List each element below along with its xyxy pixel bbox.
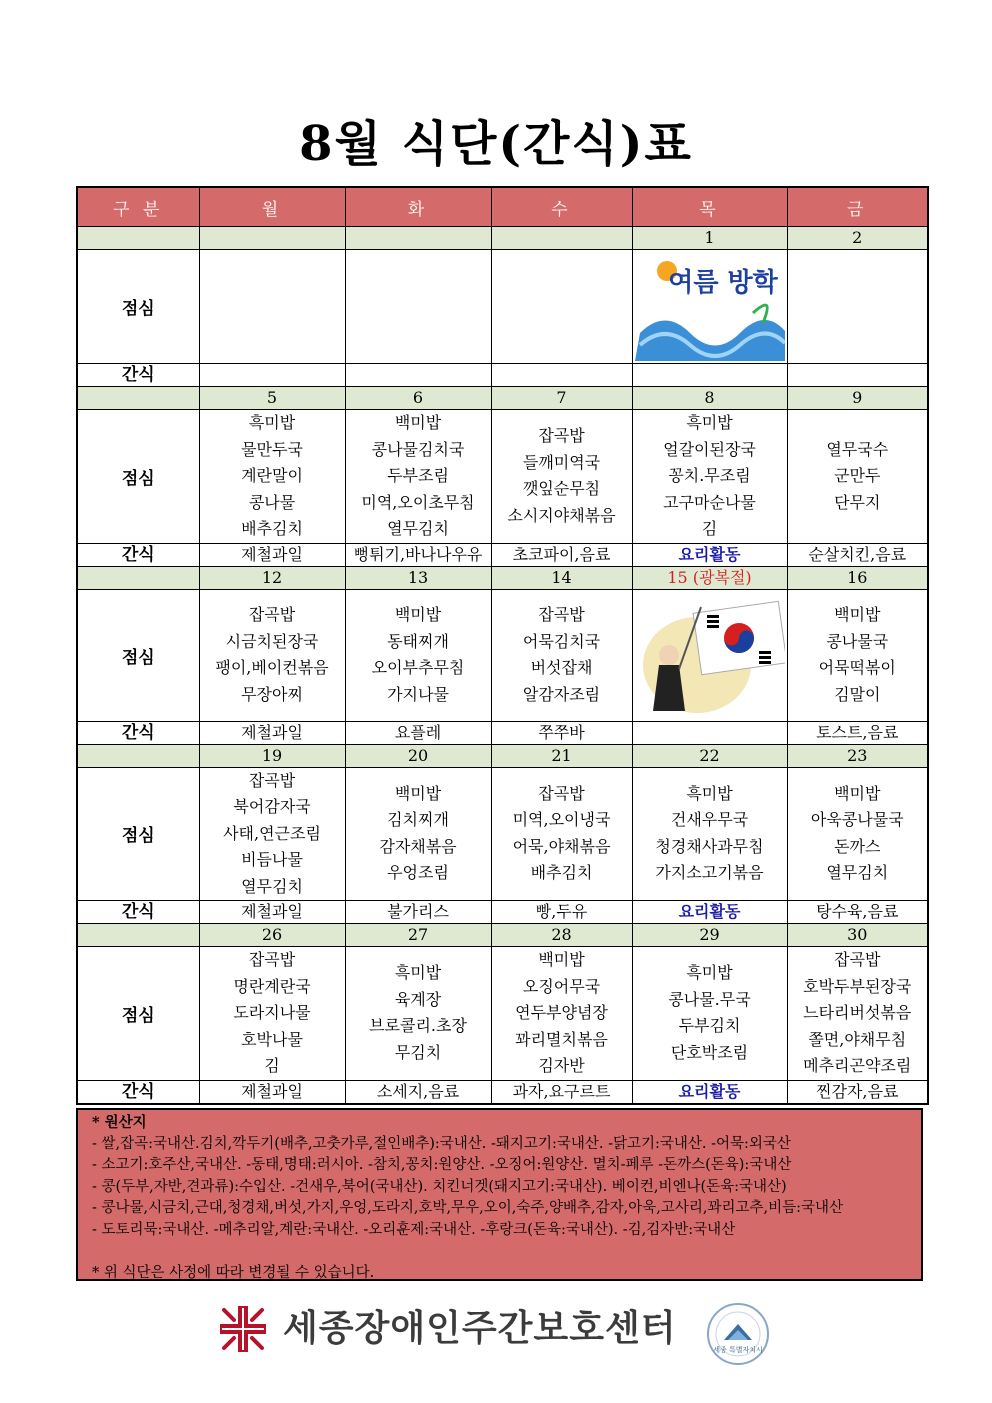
menu-item: 시금치된장국	[225, 631, 319, 651]
snack-cell-wed	[491, 364, 632, 387]
snack-label: 간식	[77, 364, 199, 387]
snack-cell-tue: 요플레	[345, 721, 491, 744]
lunch-cell-wed	[491, 947, 632, 1081]
date-thu: 29	[632, 924, 787, 947]
notes-line: - 도토리묵:국내산. -메추리알,계란:국내산. -오리훈제:국내산. -후랑크(돈육:국내산). -김,김자반:국내산	[92, 1221, 736, 1238]
date-mon	[199, 227, 345, 250]
lunch-cell-fri	[787, 589, 928, 721]
menu-item: 백미밥	[394, 413, 442, 432]
snack-cell-fri: 탕수육,음료	[787, 901, 928, 924]
notes-heading: * 원산지	[92, 1114, 147, 1131]
menu-item: 김치찌개	[387, 810, 449, 830]
menu-item: 명란계란국	[233, 976, 311, 996]
menu-item: 고구마순나물	[663, 492, 756, 512]
lunch-cell-tue	[345, 947, 491, 1081]
date-mon: 19	[199, 744, 345, 767]
lunch-cell-thu	[632, 947, 787, 1081]
organization-name: 세종장애인주간보호센터	[283, 1308, 677, 1349]
lunch-cell-wed	[491, 410, 632, 544]
date-row-label	[77, 227, 199, 250]
menu-item: 오징어무국	[522, 976, 601, 996]
menu-item: 군만두	[834, 466, 881, 485]
menu-item: 김자반	[538, 1056, 585, 1075]
snack-cell-fri: 토스트,음료	[787, 721, 928, 744]
menu-item: 돈까스	[834, 836, 881, 856]
date-thu: 22	[632, 744, 787, 767]
date-thu: 8	[632, 387, 787, 410]
menu-item: 단호박조림	[670, 1042, 749, 1062]
menu-item: 팽이,베이컨볶음	[215, 658, 329, 677]
date-row	[77, 566, 928, 589]
menu-item: 물만두국	[241, 439, 303, 459]
menu-item: 배추김치	[530, 863, 593, 883]
date-tue: 6	[345, 387, 491, 410]
lunch-cell-tue	[345, 250, 491, 364]
menu-item: 소시지야채볶음	[507, 505, 616, 525]
lunch-cell-wed	[491, 767, 632, 901]
menu-item: 콩나물.무국	[668, 989, 751, 1009]
date-wed	[491, 227, 632, 250]
menu-item: 흑미밥	[394, 963, 442, 983]
menu-item: 도라지나물	[233, 1003, 311, 1022]
menu-item: 호박두부된장국	[803, 976, 912, 996]
snack-cell-thu: 요리활동	[632, 1080, 787, 1104]
snack-cell-mon: 제철과일	[199, 901, 345, 924]
menu-item: 백미밥	[394, 605, 442, 624]
menu-item: 계란말이	[241, 466, 303, 485]
menu-item: 동태찌개	[387, 631, 449, 651]
snack-cell-fri: 찐감자,음료	[787, 1080, 928, 1104]
notes-line: - 콩(두부,자반,견과류):수입산. -건새우,북어(국내산). 치킨너겟(돼지고기:국내산). 베이컨,비엔나(돈육:국내산)	[92, 1178, 787, 1195]
page-title: 8월 식단(간식)표	[299, 116, 693, 172]
menu-item: 김	[701, 519, 718, 538]
notes-line: - 콩나물,시금치,근대,청경채,버섯,가지,우엉,도라지,호박,무우,오이,숙주,양배추,감자,아욱,고사리,꽈리고추,비듬:국내산	[92, 1200, 844, 1216]
notes-line: - 소고기:호주산,국내산. -동태,명태:러시아. -참치,꽁치:원양산. -오징어:원양산. 멸치-페루 -돈까스(돈육):국내산	[92, 1157, 792, 1173]
menu-item: 어묵,야채볶음	[512, 836, 611, 856]
snack-cell-thu: 요리활동	[632, 543, 787, 566]
snack-cell-thu	[632, 364, 787, 387]
date-tue	[345, 227, 491, 250]
date-row	[77, 744, 928, 767]
lunch-cell-wed	[491, 250, 632, 364]
date-mon: 26	[199, 924, 345, 947]
header-thu: 목	[632, 187, 787, 227]
lunch-cell-thu	[632, 250, 787, 364]
snack-cell-wed: 쭈쭈바	[491, 721, 632, 744]
menu-item: 백미밥	[834, 783, 881, 803]
menu-item: 들깨미역국	[522, 452, 601, 472]
date-row-label	[77, 744, 199, 767]
snack-row	[77, 543, 928, 566]
date-mon: 12	[199, 566, 345, 589]
snack-cell-mon	[199, 364, 345, 387]
menu-table	[76, 186, 929, 1105]
svg-text:세종 특별자치시: 세종 특별자치시	[713, 1346, 763, 1354]
snack-cell-fri	[787, 364, 928, 387]
taegukgi-flag-icon	[635, 593, 785, 718]
menu-item: 브로콜리.초장	[369, 1016, 467, 1036]
date-tue: 20	[345, 744, 491, 767]
menu-item: 잡곡밥	[248, 950, 296, 969]
menu-item: 잡곡밥	[538, 605, 585, 624]
snack-cell-mon: 제철과일	[199, 721, 345, 744]
snack-row	[77, 1080, 928, 1104]
menu-item: 어묵김치국	[522, 631, 601, 651]
menu-item: 우엉조림	[387, 863, 449, 883]
summer-title-1: 여름 방학	[667, 267, 778, 298]
menu-item: 얼갈이된장국	[663, 439, 756, 459]
menu-item: 열무김치	[241, 876, 303, 896]
date-row	[77, 387, 928, 410]
snack-label: 간식	[77, 1080, 199, 1104]
lunch-cell-fri	[787, 767, 928, 901]
origin-notes	[76, 1108, 923, 1281]
date-wed: 28	[491, 924, 632, 947]
lunch-row	[77, 947, 928, 1081]
lunch-label: 점심	[77, 250, 199, 364]
lunch-row	[77, 250, 928, 364]
snack-cell-tue: 불가리스	[345, 901, 491, 924]
snack-cell-tue: 소세지,음료	[345, 1080, 491, 1104]
menu-item: 무김치	[394, 1042, 442, 1062]
menu-item: 콩나물	[248, 492, 296, 512]
menu-item: 메추리곤약조림	[803, 1056, 912, 1075]
date-wed: 7	[491, 387, 632, 410]
snack-label: 간식	[77, 721, 199, 744]
date-fri: 30	[787, 924, 928, 947]
header-fri: 금	[787, 187, 928, 227]
lunch-label: 점심	[77, 947, 199, 1081]
lunch-cell-fri	[787, 410, 928, 544]
menu-item: 북어감자국	[233, 797, 311, 816]
menu-item: 잡곡밥	[538, 426, 585, 446]
lunch-cell-thu	[632, 767, 787, 901]
menu-item: 두부김치	[678, 1016, 741, 1036]
date-tue: 27	[345, 924, 491, 947]
menu-item: 백미밥	[834, 605, 881, 624]
menu-item: 미역,오이초무침	[361, 492, 475, 512]
lunch-cell-mon	[199, 589, 345, 721]
lunch-cell-tue	[345, 767, 491, 901]
menu-item: 꽈리멸치볶음	[515, 1029, 608, 1049]
snack-cell-wed: 빵,두유	[491, 901, 632, 924]
lunch-cell-thu	[632, 410, 787, 544]
snack-cell-tue	[345, 364, 491, 387]
menu-item: 백미밥	[394, 783, 442, 803]
summer-vacation-illustration-icon	[635, 253, 785, 361]
menu-item: 열무김치	[387, 519, 449, 538]
snack-cell-mon: 제철과일	[199, 1080, 345, 1104]
menu-item: 가지나물	[387, 684, 449, 704]
lunch-row	[77, 767, 928, 901]
menu-item: 백미밥	[538, 950, 585, 969]
menu-item: 감자채볶음	[379, 836, 457, 856]
menu-item: 가지소고기볶음	[655, 863, 764, 883]
menu-item: 열무국수	[826, 439, 889, 459]
date-row-label	[77, 566, 199, 589]
date-row	[77, 924, 928, 947]
lunch-row	[77, 589, 928, 721]
date-row-label	[77, 387, 199, 410]
snack-label: 간식	[77, 543, 199, 566]
menu-item: 알감자조림	[522, 684, 601, 704]
lunch-cell-fri	[787, 250, 928, 364]
lunch-cell-mon	[199, 250, 345, 364]
lunch-cell-tue	[345, 589, 491, 721]
snack-cell-wed: 과자,요구르트	[491, 1080, 632, 1104]
menu-item: 김	[264, 1056, 280, 1075]
lunch-label: 점심	[77, 410, 199, 544]
menu-item: 흑미밥	[686, 783, 733, 803]
menu-item: 사태,연근조림	[223, 823, 321, 843]
menu-item: 두부조림	[387, 466, 449, 485]
menu-item: 미역,오이냉국	[512, 810, 611, 830]
menu-item: 느타리버섯볶음	[803, 1003, 912, 1022]
lunch-cell-mon	[199, 410, 345, 544]
date-thu: 1	[632, 227, 787, 250]
menu-item: 무장아찌	[241, 684, 303, 704]
header-tue: 화	[345, 187, 491, 227]
menu-item: 흑미밥	[248, 413, 296, 432]
notes-footnote: * 위 식단은 사정에 따라 변경될 수 있습니다.	[92, 1264, 375, 1281]
header-row	[77, 187, 928, 227]
lunch-label: 점심	[77, 767, 199, 901]
date-row	[77, 227, 928, 250]
menu-item: 배추김치	[241, 519, 303, 538]
menu-item: 아욱콩나물국	[810, 810, 904, 830]
menu-item: 열무김치	[826, 863, 889, 883]
snack-cell-tue: 뻥튀기,바나나우유	[345, 543, 491, 566]
lunch-cell-mon	[199, 767, 345, 901]
snack-row	[77, 901, 928, 924]
cross-logo-icon	[218, 1304, 268, 1354]
menu-item: 흑미밥	[686, 963, 733, 983]
menu-item: 꽁치.무조림	[668, 466, 751, 485]
menu-item: 어묵떡볶이	[818, 658, 896, 677]
menu-item: 건새우무국	[670, 810, 749, 830]
sejong-seal-icon	[706, 1302, 770, 1366]
snack-cell-mon: 제철과일	[199, 543, 345, 566]
menu-item: 연두부양념장	[515, 1003, 608, 1022]
lunch-cell-tue	[345, 410, 491, 544]
snack-cell-fri: 순살치킨,음료	[787, 543, 928, 566]
menu-item: 호박나물	[241, 1029, 303, 1049]
menu-item: 잡곡밥	[248, 605, 296, 624]
date-wed: 21	[491, 744, 632, 767]
menu-item: 깻잎순무침	[522, 479, 601, 499]
menu-item: 쫄면,야채무침	[808, 1029, 907, 1049]
menu-item: 콩나물김치국	[371, 439, 465, 459]
menu-item: 버섯잡채	[530, 658, 593, 677]
lunch-cell-thu	[632, 589, 787, 721]
header-wed: 수	[491, 187, 632, 227]
lunch-cell-wed	[491, 589, 632, 721]
date-fri: 2	[787, 227, 928, 250]
snack-row	[77, 364, 928, 387]
date-fri: 16	[787, 566, 928, 589]
snack-label: 간식	[77, 901, 199, 924]
date-wed: 14	[491, 566, 632, 589]
snack-cell-wed: 초코파이,음료	[491, 543, 632, 566]
menu-item: 잡곡밥	[248, 770, 296, 790]
lunch-label: 점심	[77, 589, 199, 721]
date-thu: 15 (광복절)	[632, 566, 787, 589]
snack-row	[77, 721, 928, 744]
menu-item: 잡곡밥	[538, 783, 585, 803]
menu-item: 육계장	[394, 989, 442, 1009]
lunch-row	[77, 410, 928, 544]
snack-cell-thu: 요리활동	[632, 901, 787, 924]
lunch-cell-fri	[787, 947, 928, 1081]
menu-item: 흑미밥	[686, 413, 733, 432]
date-fri: 9	[787, 387, 928, 410]
date-row-label	[77, 924, 199, 947]
menu-item: 잡곡밥	[834, 950, 881, 969]
menu-item: 김말이	[834, 684, 881, 704]
menu-item: 청경채사과무침	[655, 836, 764, 856]
notes-line: - 쌀,잡곡:국내산.김치,깍두기(배추,고춧가루,절인배추):국내산. -돼지고기:국내산. -닭고기:국내산. -어묵:외국산	[92, 1135, 791, 1152]
date-fri: 23	[787, 744, 928, 767]
header-category: 구 분	[77, 187, 199, 227]
menu-item: 단무지	[834, 492, 881, 512]
snack-cell-thu	[632, 721, 787, 744]
menu-item: 오이부추무침	[371, 658, 465, 677]
date-tue: 13	[345, 566, 491, 589]
lunch-cell-mon	[199, 947, 345, 1081]
menu-item: 콩나물국	[826, 631, 889, 651]
date-mon: 5	[199, 387, 345, 410]
menu-item: 비듬나물	[241, 850, 303, 869]
header-mon: 월	[199, 187, 345, 227]
